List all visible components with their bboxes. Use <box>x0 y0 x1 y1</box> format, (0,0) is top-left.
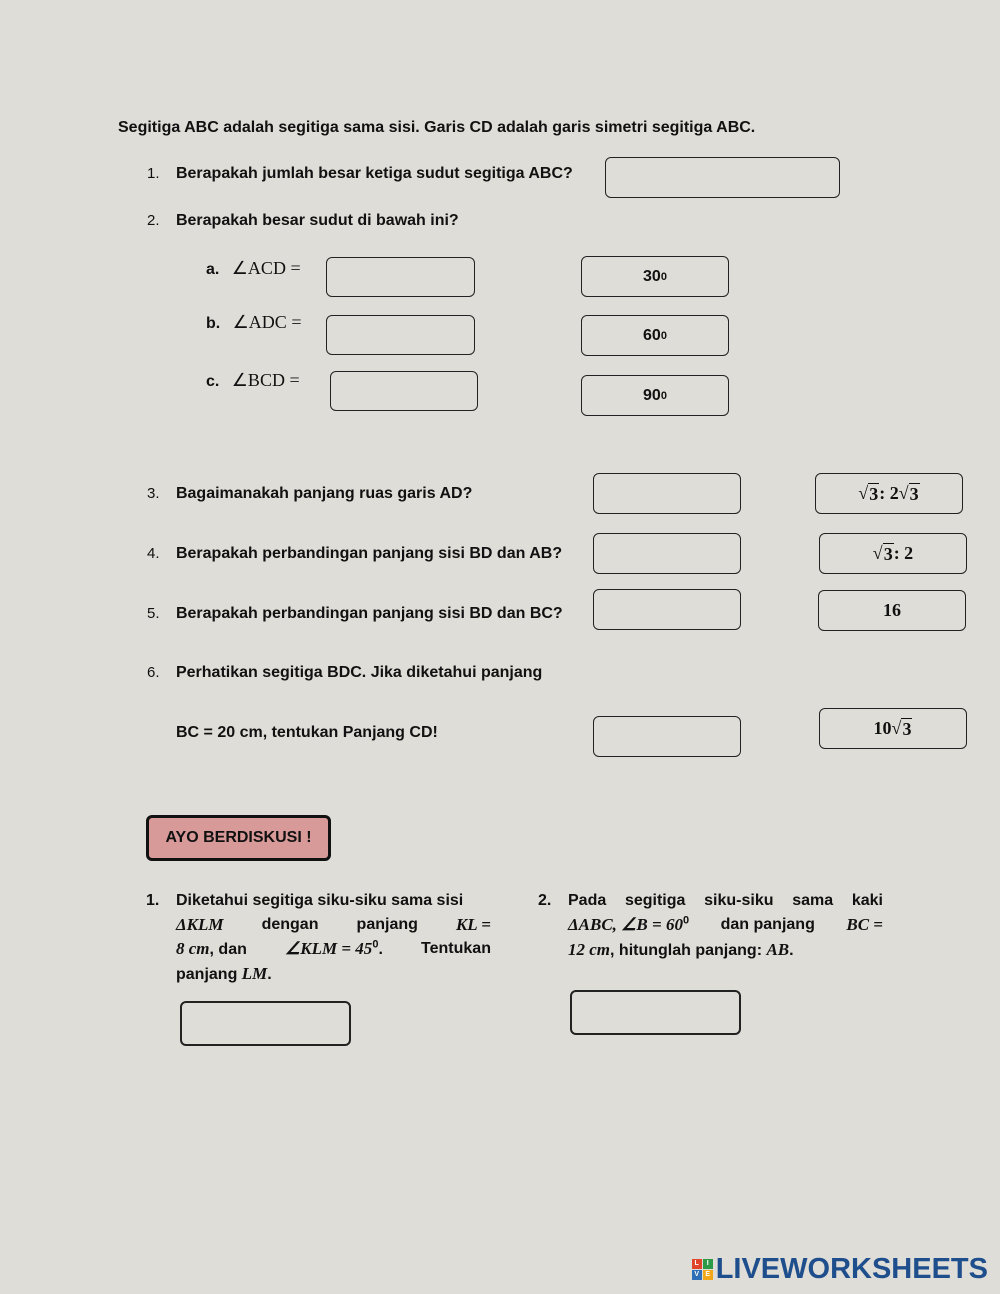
problem-text: Tentukan <box>421 940 491 957</box>
answer-box-2b[interactable] <box>326 315 475 355</box>
option-16[interactable] <box>818 590 966 631</box>
logo-mark-letter: E <box>703 1270 713 1280</box>
logo-mark-letter: I <box>703 1259 713 1269</box>
option-value: 30 <box>643 267 661 285</box>
question-text: Berapakah perbandingan panjang sisi BD dan AB? <box>175 545 563 562</box>
radicand: 3 <box>902 718 912 739</box>
sqrt-symbol: √ <box>898 483 909 503</box>
problem-number: 1. <box>146 892 160 909</box>
math-expression: ∠KLM = 45 <box>285 939 373 958</box>
math-expression: BC = <box>846 915 883 934</box>
sqrt-symbol: √ <box>891 718 902 738</box>
logo-mark-letter: L <box>692 1259 702 1269</box>
math-superscript: 0 <box>372 938 379 951</box>
intro-text: Segitiga ABC adalah segitiga sama sisi. Garis CD adalah garis simetri segitiga ABC. <box>118 119 756 136</box>
answer-box-2a[interactable] <box>326 257 475 297</box>
problem-text: . <box>789 942 794 959</box>
question-2 <box>147 212 459 230</box>
radicand: 3 <box>909 483 919 504</box>
problem-text: dan panjang <box>720 916 815 933</box>
problem-text: . <box>378 941 383 958</box>
question-number: 3. <box>147 485 160 502</box>
math-expression: ΔKLM <box>176 915 224 934</box>
angle-label: ∠ACD = <box>231 258 301 278</box>
question-6-continuation: BC = 20 cm, tentukan Panjang CD! <box>176 724 438 741</box>
question-text: Perhatikan segitiga BDC. Jika diketahui panjang <box>175 664 543 681</box>
logo-mark-letter: V <box>692 1270 702 1280</box>
problem-text: panjang <box>356 916 418 933</box>
discussion-problem-2 <box>538 889 883 963</box>
question-text: Berapakah perbandingan panjang sisi BD dan BC? <box>175 605 563 622</box>
option-10sqrt3[interactable] <box>819 708 967 749</box>
sub-question-a <box>206 258 301 279</box>
angle-label: ∠ADC = <box>232 312 302 332</box>
sub-question-c <box>206 370 300 391</box>
question-number: 4. <box>147 545 160 562</box>
option-ratio-sqrt3-2sqrt3[interactable] <box>815 473 963 514</box>
sqrt-symbol: √ <box>858 483 869 503</box>
math-expression: KL = <box>455 915 491 934</box>
question-text: Berapakah jumlah besar ketiga sudut segitiga ABC? <box>175 165 573 182</box>
answer-box-q3[interactable] <box>593 473 741 514</box>
question-6 <box>147 664 542 682</box>
answer-box-q4[interactable] <box>593 533 741 574</box>
question-5 <box>147 605 563 623</box>
question-3 <box>147 485 472 503</box>
answer-box-q1[interactable] <box>605 157 840 198</box>
ratio-separator: : 2 <box>893 543 914 563</box>
option-ratio-sqrt3-2[interactable] <box>819 533 967 574</box>
math-expression: AB <box>766 940 790 959</box>
problem-text: dengan <box>261 916 319 933</box>
angle-label: ∠BCD = <box>231 370 300 390</box>
math-expression: 8 cm <box>176 939 210 958</box>
question-number: 2. <box>147 212 160 229</box>
logo-mark-icon <box>692 1259 713 1280</box>
sub-label: c. <box>206 373 220 390</box>
question-number: 5. <box>147 605 160 622</box>
liveworksheets-logo <box>692 1253 988 1286</box>
sub-label: a. <box>206 261 220 278</box>
problem-number: 2. <box>538 892 552 909</box>
question-1 <box>147 165 573 183</box>
math-expression: ΔABC, ∠B = 60 <box>568 915 683 934</box>
option-value: 60 <box>643 326 661 344</box>
problem-text: panjang <box>176 966 238 983</box>
question-text: Berapakah besar sudut di bawah ini? <box>175 212 459 229</box>
problem-text: . <box>267 966 272 983</box>
option-90-degrees[interactable]: 90 0 <box>581 375 729 416</box>
sub-label: b. <box>206 315 221 332</box>
option-60-degrees[interactable]: 60 0 <box>581 315 729 356</box>
ratio-separator: : 2 <box>879 483 899 503</box>
math-expression: 12 cm <box>568 940 611 959</box>
discussion-label: AYO BERDISKUSI ! <box>146 815 331 861</box>
problem-text: Pada segitiga siku-siku sama kaki <box>568 892 883 909</box>
radicand: 3 <box>883 543 893 564</box>
discussion-problem-1 <box>146 889 491 987</box>
option-value: 90 <box>643 386 661 404</box>
question-text: Bagaimanakah panjang ruas garis AD? <box>175 485 473 502</box>
math-superscript: 0 <box>682 914 690 927</box>
answer-box-q5[interactable] <box>593 589 741 630</box>
option-value: 16 <box>883 600 901 620</box>
answer-box-q6[interactable] <box>593 716 741 757</box>
answer-box-discussion-2[interactable] <box>570 990 741 1035</box>
problem-text: Diketahui segitiga siku-siku sama sisi <box>176 892 464 909</box>
option-value: 10 <box>873 718 892 738</box>
problem-text: , hitunglah panjang: <box>610 942 763 959</box>
question-number: 1. <box>147 165 160 182</box>
question-number: 6. <box>147 664 160 681</box>
radicand: 3 <box>869 483 879 504</box>
logo-text: LIVEWORKSHEETS <box>715 1253 988 1285</box>
math-expression: LM <box>241 964 268 983</box>
sub-question-b <box>206 312 301 333</box>
question-4 <box>147 545 562 563</box>
problem-text: , dan <box>209 941 247 958</box>
sqrt-symbol: √ <box>872 543 883 563</box>
answer-box-2c[interactable] <box>330 371 478 411</box>
answer-box-discussion-1[interactable] <box>180 1001 351 1046</box>
option-30-degrees[interactable]: 30 0 <box>581 256 729 297</box>
